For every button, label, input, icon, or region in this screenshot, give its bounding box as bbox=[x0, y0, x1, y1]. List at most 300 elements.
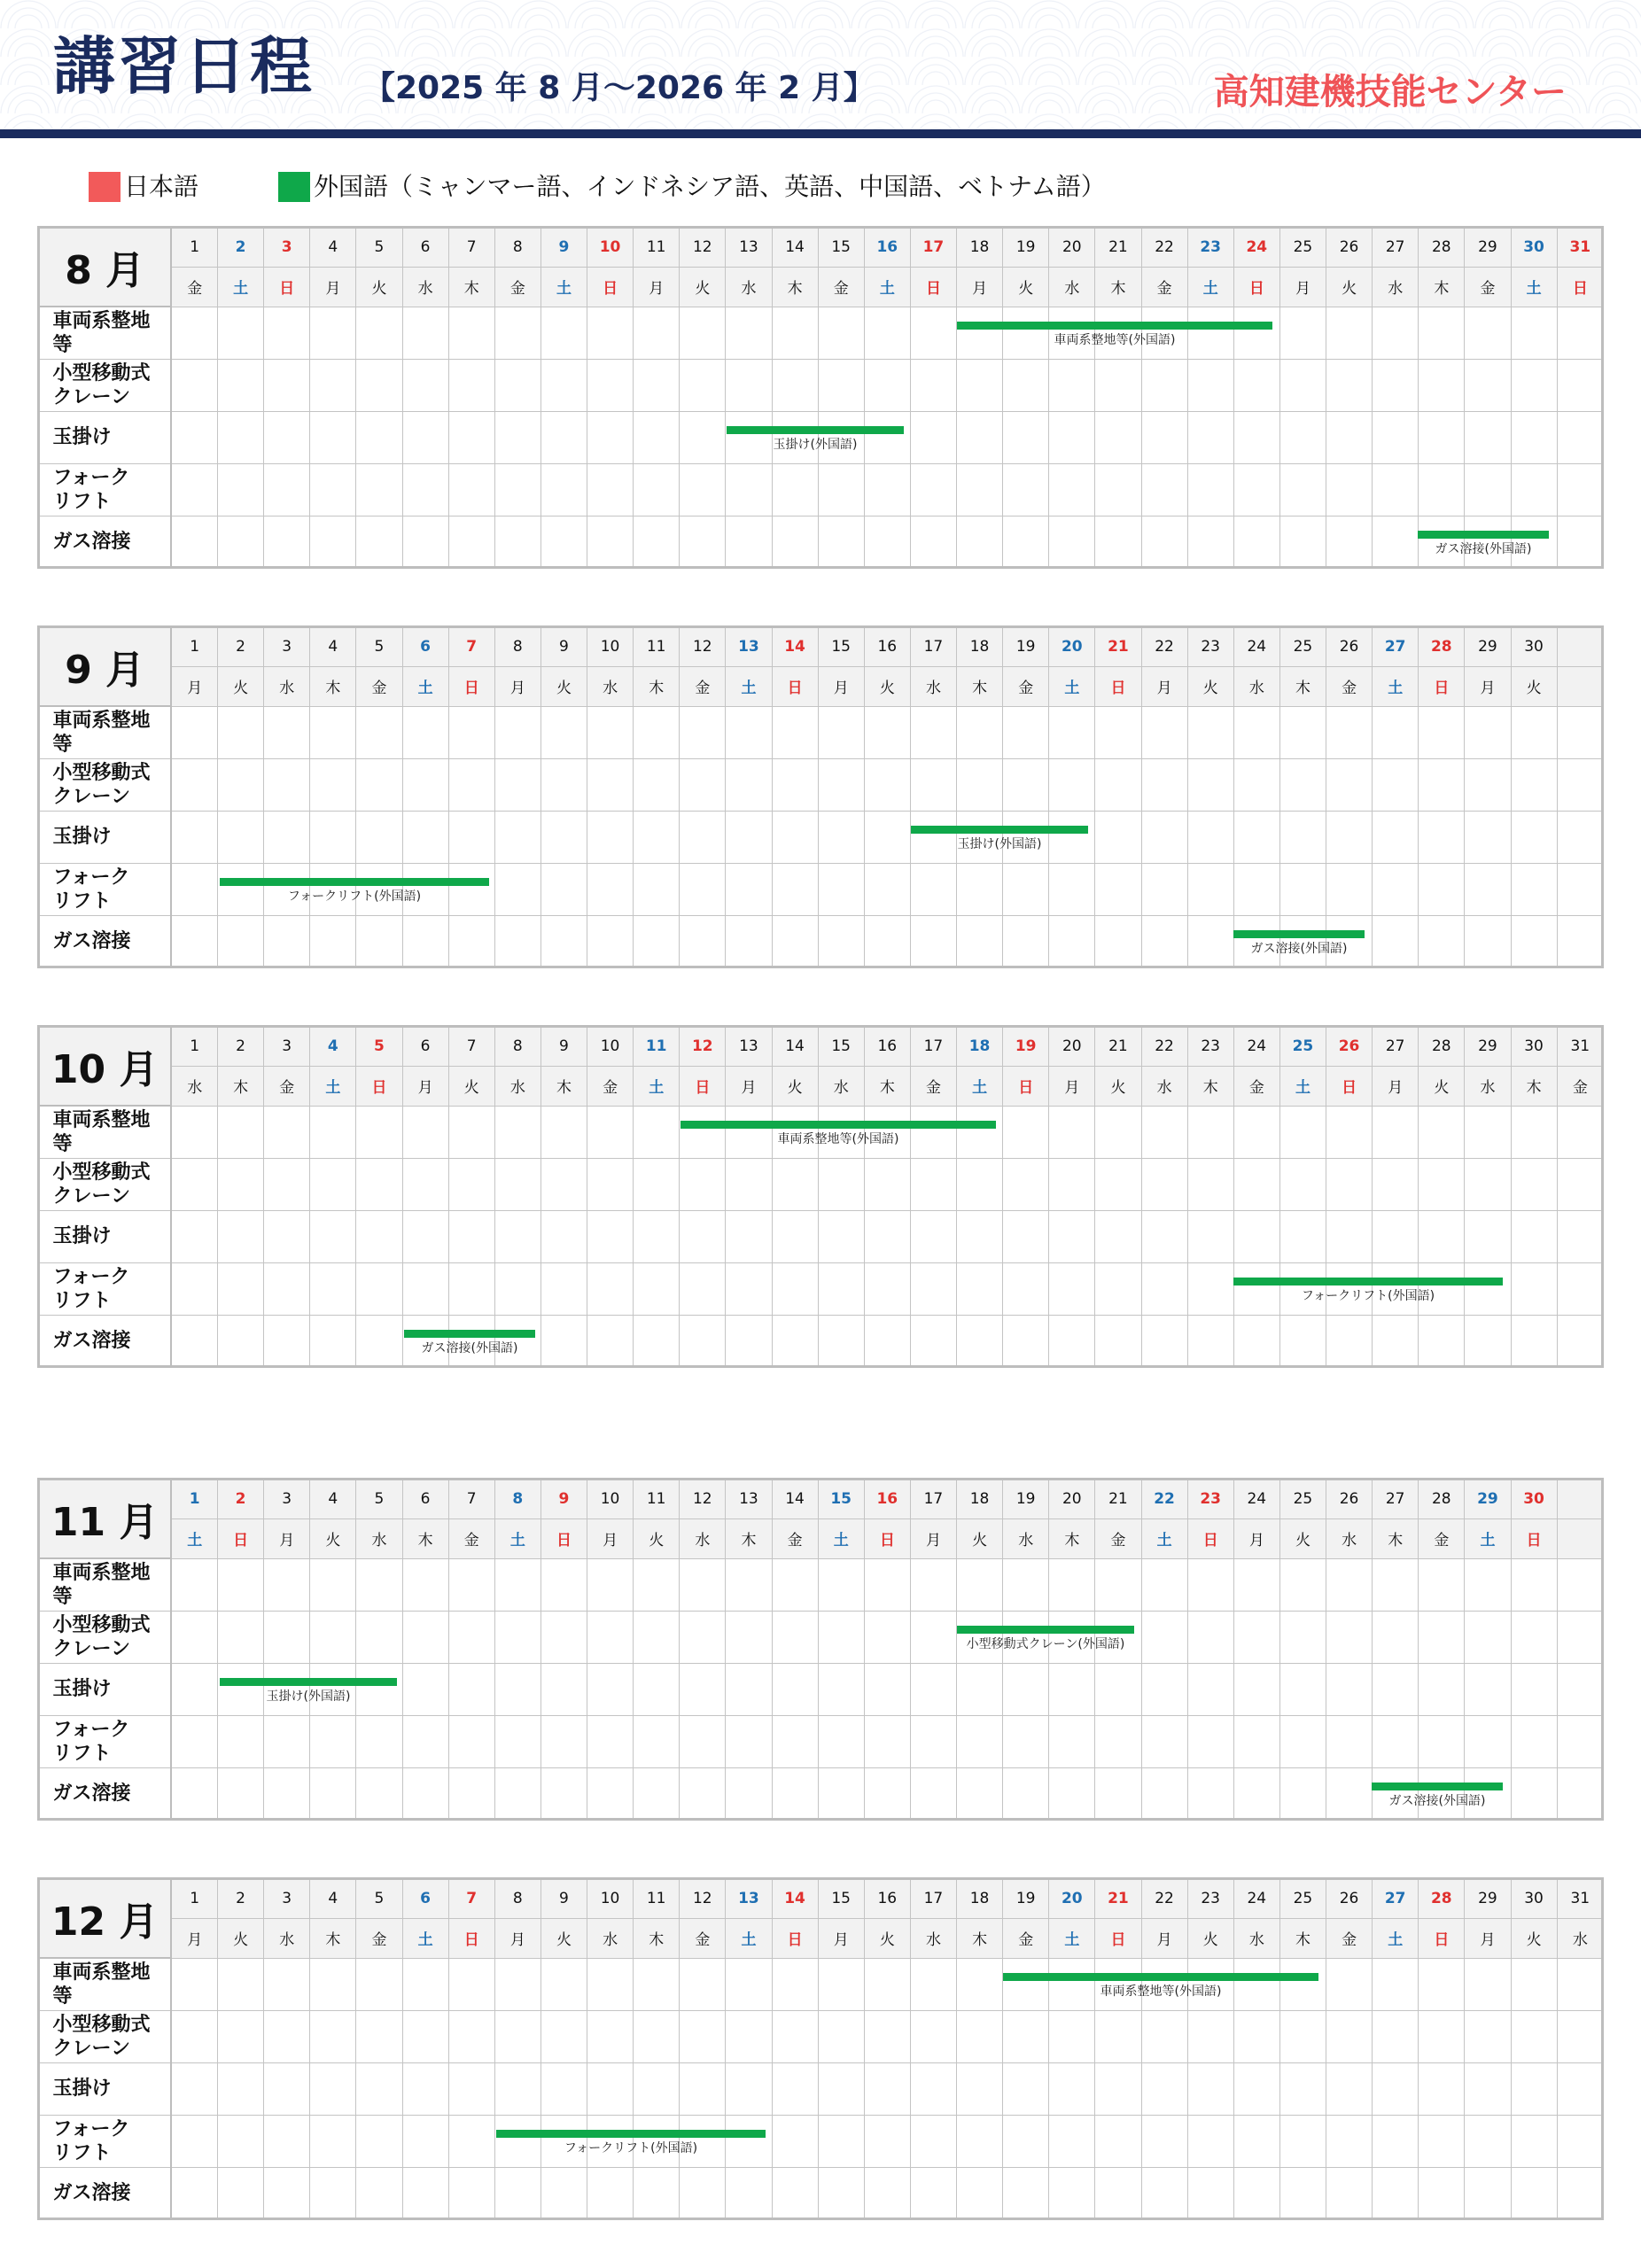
day-number: 1 bbox=[171, 1026, 217, 1066]
day-cell bbox=[864, 1262, 910, 1315]
day-number: 19 bbox=[1003, 626, 1049, 666]
weekday-label: 月 bbox=[634, 267, 680, 307]
day-cell bbox=[264, 1715, 310, 1767]
day-cell bbox=[1187, 307, 1233, 359]
day-cell bbox=[1187, 1558, 1233, 1611]
day-cell bbox=[218, 2062, 264, 2115]
day-number: 12 bbox=[680, 626, 726, 666]
day-cell bbox=[1003, 1106, 1049, 1158]
day-number: 2 bbox=[218, 1026, 264, 1066]
course-row bbox=[38, 2062, 1604, 2115]
day-cell bbox=[1511, 2115, 1557, 2167]
weekday-label: 火 bbox=[541, 1918, 587, 1958]
day-number: 21 bbox=[1095, 626, 1141, 666]
day-cell bbox=[1465, 811, 1511, 863]
day-cell bbox=[1373, 1958, 1419, 2010]
day-number: 17 bbox=[910, 1479, 956, 1518]
day-cell bbox=[1465, 1262, 1511, 1315]
weekday-label: 水 bbox=[494, 1066, 541, 1106]
day-cell bbox=[1373, 2115, 1419, 2167]
day-number: 11 bbox=[634, 1878, 680, 1918]
day-cell bbox=[171, 1958, 217, 2010]
day-cell bbox=[864, 1767, 910, 1820]
weekday-label: 金 bbox=[1326, 666, 1373, 706]
day-cell bbox=[1049, 1958, 1095, 2010]
day-number: 10 bbox=[587, 626, 634, 666]
day-cell bbox=[356, 516, 402, 568]
course-row bbox=[38, 2010, 1604, 2062]
day-cell bbox=[448, 1210, 494, 1262]
weekday-label: 日 bbox=[218, 1518, 264, 1558]
day-cell bbox=[1141, 811, 1187, 863]
course-bar bbox=[1233, 1278, 1503, 1285]
day-cell bbox=[1511, 411, 1557, 463]
day-cell bbox=[1279, 863, 1326, 915]
day-cell bbox=[402, 516, 448, 568]
day-cell bbox=[171, 411, 217, 463]
day-number: 14 bbox=[772, 1479, 818, 1518]
day-number: 27 bbox=[1373, 1479, 1419, 1518]
day-cell bbox=[1003, 1262, 1049, 1315]
day-cell bbox=[171, 1663, 217, 1715]
month-label: 10 月 bbox=[38, 1026, 171, 1106]
day-cell bbox=[1187, 2010, 1233, 2062]
weekday-label: 火 bbox=[1003, 267, 1049, 307]
day-cell bbox=[910, 1210, 956, 1262]
day-cell bbox=[1373, 1315, 1419, 1367]
day-cell bbox=[310, 1958, 356, 2010]
day-cell bbox=[1373, 863, 1419, 915]
day-cell bbox=[356, 811, 402, 863]
day-cell bbox=[494, 758, 541, 811]
day-cell bbox=[1557, 1106, 1603, 1158]
day-number: 17 bbox=[910, 626, 956, 666]
day-cell bbox=[818, 359, 864, 411]
day-cell bbox=[448, 2010, 494, 2062]
day-number: 7 bbox=[448, 1026, 494, 1066]
day-cell bbox=[1326, 811, 1373, 863]
day-cell bbox=[356, 1767, 402, 1820]
day-cell bbox=[541, 1158, 587, 1210]
day-cell bbox=[1373, 1158, 1419, 1210]
day-cell bbox=[356, 706, 402, 758]
day-cell bbox=[448, 1767, 494, 1820]
day-number: 1 bbox=[171, 626, 217, 666]
day-cell bbox=[310, 811, 356, 863]
day-cell bbox=[1187, 2115, 1233, 2167]
day-cell bbox=[680, 1715, 726, 1767]
day-cell bbox=[1141, 2167, 1187, 2219]
day-cell bbox=[1557, 1958, 1603, 2010]
day-cell bbox=[171, 1158, 217, 1210]
course-bar-label: 車両系整地等(外国語) bbox=[1100, 1984, 1222, 1999]
day-number: 12 bbox=[680, 227, 726, 267]
day-cell bbox=[310, 1158, 356, 1210]
month-calendar-table bbox=[37, 226, 1604, 569]
day-number: 24 bbox=[1233, 227, 1279, 267]
day-number: 2 bbox=[218, 227, 264, 267]
day-cell bbox=[264, 307, 310, 359]
day-cell bbox=[1511, 1767, 1557, 1820]
day-cell bbox=[171, 463, 217, 516]
course-name: 小型移動式 クレーン bbox=[38, 359, 171, 411]
day-cell bbox=[356, 1715, 402, 1767]
day-cell bbox=[772, 863, 818, 915]
day-cell bbox=[402, 758, 448, 811]
day-number: 19 bbox=[1003, 227, 1049, 267]
day-cell bbox=[910, 516, 956, 568]
day-cell bbox=[680, 307, 726, 359]
day-cell bbox=[1419, 706, 1465, 758]
day-cell bbox=[310, 359, 356, 411]
day-cell bbox=[1419, 411, 1465, 463]
day-cell bbox=[957, 1663, 1003, 1715]
day-cell bbox=[726, 2010, 772, 2062]
day-number: 9 bbox=[541, 1878, 587, 1918]
weekday-label: 金 bbox=[356, 666, 402, 706]
day-cell bbox=[1465, 2010, 1511, 2062]
day-cell bbox=[310, 1558, 356, 1611]
day-cell bbox=[1419, 1663, 1465, 1715]
day-cell bbox=[957, 307, 1003, 359]
day-cell bbox=[1326, 1558, 1373, 1611]
weekday-label: 金 bbox=[356, 1918, 402, 1958]
day-number: 28 bbox=[1419, 227, 1465, 267]
day-cell bbox=[171, 863, 217, 915]
day-cell bbox=[1373, 411, 1419, 463]
day-cell bbox=[864, 863, 910, 915]
day-cell bbox=[910, 1262, 956, 1315]
day-cell bbox=[171, 1558, 217, 1611]
day-cell bbox=[1003, 1210, 1049, 1262]
day-cell bbox=[634, 2167, 680, 2219]
day-cell bbox=[1279, 463, 1326, 516]
month-block bbox=[37, 1478, 1604, 1821]
day-number: 21 bbox=[1095, 1878, 1141, 1918]
day-cell bbox=[1141, 1106, 1187, 1158]
day-cell bbox=[634, 758, 680, 811]
day-cell bbox=[1279, 758, 1326, 811]
day-cell bbox=[726, 1210, 772, 1262]
day-cell bbox=[910, 463, 956, 516]
day-cell bbox=[864, 706, 910, 758]
day-cell bbox=[541, 2062, 587, 2115]
day-cell bbox=[356, 1958, 402, 2010]
course-name: 小型移動式 クレーン bbox=[38, 1158, 171, 1210]
day-cell bbox=[494, 1210, 541, 1262]
day-cell bbox=[587, 516, 634, 568]
day-cell bbox=[680, 811, 726, 863]
day-cell bbox=[264, 2167, 310, 2219]
day-cell bbox=[264, 2010, 310, 2062]
weekday-label: 月 bbox=[1465, 666, 1511, 706]
day-cell bbox=[726, 1315, 772, 1367]
course-name: ガス溶接 bbox=[38, 915, 171, 967]
day-cell bbox=[402, 1958, 448, 2010]
day-number: 19 bbox=[1003, 1479, 1049, 1518]
day-cell bbox=[1557, 359, 1603, 411]
weekday-label: 火 bbox=[1187, 666, 1233, 706]
day-cell bbox=[1049, 1767, 1095, 1820]
day-number: 15 bbox=[818, 626, 864, 666]
day-cell bbox=[1557, 1158, 1603, 1210]
weekday-label: 月 bbox=[1465, 1918, 1511, 1958]
day-cell bbox=[218, 1262, 264, 1315]
day-cell bbox=[1279, 1106, 1326, 1158]
day-number: 23 bbox=[1187, 227, 1233, 267]
day-cell bbox=[1049, 2167, 1095, 2219]
day-number: 7 bbox=[448, 1878, 494, 1918]
weekday-label: 木 bbox=[726, 1518, 772, 1558]
day-cell bbox=[910, 1158, 956, 1210]
day-cell bbox=[818, 1715, 864, 1767]
course-name: フォーク リフト bbox=[38, 1262, 171, 1315]
day-cell bbox=[772, 1262, 818, 1315]
day-cell bbox=[310, 1262, 356, 1315]
day-cell bbox=[356, 1558, 402, 1611]
day-number: 29 bbox=[1465, 1479, 1511, 1518]
day-number: 13 bbox=[726, 227, 772, 267]
day-cell bbox=[1373, 1210, 1419, 1262]
day-number: 8 bbox=[494, 1479, 541, 1518]
day-cell bbox=[356, 1663, 402, 1715]
day-cell bbox=[587, 1663, 634, 1715]
weekday-label: 水 bbox=[1141, 1066, 1187, 1106]
weekday-label: 水 bbox=[1557, 1918, 1603, 1958]
day-number: 27 bbox=[1373, 1026, 1419, 1066]
day-cell bbox=[356, 915, 402, 967]
day-cell bbox=[541, 1767, 587, 1820]
day-cell bbox=[1049, 1663, 1095, 1715]
day-cell bbox=[1326, 706, 1373, 758]
day-cell bbox=[772, 1767, 818, 1820]
day-number: 13 bbox=[726, 1479, 772, 1518]
weekday-label: 日 bbox=[1557, 267, 1603, 307]
weekday-label: 木 bbox=[1095, 267, 1141, 307]
day-cell bbox=[680, 2010, 726, 2062]
day-cell bbox=[218, 915, 264, 967]
day-number: 30 bbox=[1511, 1479, 1557, 1518]
day-cell bbox=[818, 307, 864, 359]
day-cell bbox=[1141, 516, 1187, 568]
course-row bbox=[38, 1558, 1604, 1611]
day-cell bbox=[541, 307, 587, 359]
day-number: 15 bbox=[818, 1026, 864, 1066]
day-cell bbox=[1141, 1715, 1187, 1767]
weekday-label: 日 bbox=[1095, 1918, 1141, 1958]
day-cell bbox=[818, 516, 864, 568]
day-number: 16 bbox=[864, 1479, 910, 1518]
day-cell bbox=[171, 307, 217, 359]
day-cell bbox=[634, 1315, 680, 1367]
day-cell bbox=[264, 463, 310, 516]
day-cell bbox=[910, 2115, 956, 2167]
day-cell bbox=[1233, 1958, 1279, 2010]
course-bar bbox=[220, 1678, 397, 1686]
day-cell bbox=[1373, 811, 1419, 863]
day-cell bbox=[1003, 2062, 1049, 2115]
day-cell bbox=[1279, 1715, 1326, 1767]
day-cell bbox=[634, 411, 680, 463]
day-cell bbox=[494, 2062, 541, 2115]
day-cell bbox=[726, 915, 772, 967]
day-cell bbox=[818, 1210, 864, 1262]
weekday-label: 木 bbox=[310, 666, 356, 706]
day-cell bbox=[726, 706, 772, 758]
day-cell bbox=[1557, 1767, 1603, 1820]
day-number: 9 bbox=[541, 626, 587, 666]
day-cell bbox=[1187, 463, 1233, 516]
weekday-label: 日 bbox=[356, 1066, 402, 1106]
day-cell bbox=[1187, 758, 1233, 811]
day-number: 6 bbox=[402, 1878, 448, 1918]
day-cell bbox=[1187, 706, 1233, 758]
day-cell bbox=[1373, 307, 1419, 359]
day-cell bbox=[541, 1715, 587, 1767]
weekday-label: 水 bbox=[1233, 666, 1279, 706]
course-row bbox=[38, 307, 1604, 359]
day-cell bbox=[310, 1611, 356, 1663]
weekday-label: 土 bbox=[1465, 1518, 1511, 1558]
weekday-label: 土 bbox=[1049, 666, 1095, 706]
day-cell bbox=[1233, 359, 1279, 411]
course-name: 車両系整地 等 bbox=[38, 307, 171, 359]
day-cell bbox=[448, 1611, 494, 1663]
weekday-label: 水 bbox=[726, 267, 772, 307]
weekday-label: 木 bbox=[772, 267, 818, 307]
day-cell bbox=[1557, 863, 1603, 915]
day-cell bbox=[772, 1611, 818, 1663]
day-cell bbox=[1557, 2010, 1603, 2062]
day-cell bbox=[1373, 1106, 1419, 1158]
day-number: 20 bbox=[1049, 626, 1095, 666]
legend-japanese bbox=[89, 172, 198, 202]
day-cell bbox=[634, 1558, 680, 1611]
day-cell bbox=[1419, 1315, 1465, 1367]
day-cell bbox=[1049, 463, 1095, 516]
weekday-label: 土 bbox=[957, 1066, 1003, 1106]
day-cell bbox=[910, 758, 956, 811]
day-cell bbox=[1465, 411, 1511, 463]
weekday-label: 水 bbox=[1003, 1518, 1049, 1558]
day-number: 29 bbox=[1465, 1026, 1511, 1066]
day-cell bbox=[1279, 811, 1326, 863]
day-cell bbox=[541, 758, 587, 811]
course-name: フォーク リフト bbox=[38, 1715, 171, 1767]
weekday-label: 金 bbox=[264, 1066, 310, 1106]
day-cell bbox=[1419, 1106, 1465, 1158]
day-cell bbox=[402, 2062, 448, 2115]
day-cell bbox=[1187, 1767, 1233, 1820]
day-cell bbox=[310, 307, 356, 359]
day-cell bbox=[218, 516, 264, 568]
day-cell bbox=[587, 863, 634, 915]
day-cell bbox=[726, 2115, 772, 2167]
legend-foreign bbox=[278, 172, 1106, 202]
weekday-label: 月 bbox=[818, 666, 864, 706]
course-row bbox=[38, 863, 1604, 915]
course-bar-label: 玉掛け(外国語) bbox=[957, 837, 1042, 851]
day-cell bbox=[1233, 1158, 1279, 1210]
day-number: 8 bbox=[494, 1878, 541, 1918]
day-cell bbox=[402, 1158, 448, 1210]
weekday-label: 日 bbox=[1419, 1918, 1465, 1958]
day-cell bbox=[1326, 1158, 1373, 1210]
day-number: 23 bbox=[1187, 626, 1233, 666]
day-cell bbox=[264, 359, 310, 411]
day-cell bbox=[634, 2062, 680, 2115]
course-bar-label: フォークリフト(外国語) bbox=[564, 2141, 698, 2155]
weekday-label: 土 bbox=[1373, 666, 1419, 706]
weekday-label: 金 bbox=[1141, 267, 1187, 307]
day-cell bbox=[448, 1663, 494, 1715]
day-cell bbox=[864, 2062, 910, 2115]
day-cell bbox=[864, 1158, 910, 1210]
day-cell bbox=[1095, 1315, 1141, 1367]
day-cell bbox=[402, 1663, 448, 1715]
day-number: 6 bbox=[402, 1479, 448, 1518]
day-cell bbox=[1187, 1262, 1233, 1315]
day-cell bbox=[1419, 1210, 1465, 1262]
day-cell bbox=[1326, 2167, 1373, 2219]
day-number: 7 bbox=[448, 1479, 494, 1518]
day-cell bbox=[402, 811, 448, 863]
day-cell bbox=[1279, 1558, 1326, 1611]
day-cell bbox=[1373, 2010, 1419, 2062]
day-number: 14 bbox=[772, 1026, 818, 1066]
day-cell bbox=[448, 2062, 494, 2115]
day-cell bbox=[494, 1715, 541, 1767]
day-number: 26 bbox=[1326, 1026, 1373, 1066]
day-cell bbox=[910, 1958, 956, 2010]
month-calendar-table bbox=[37, 1025, 1604, 1368]
day-cell bbox=[448, 2115, 494, 2167]
weekday-label: 火 bbox=[772, 1066, 818, 1106]
day-cell bbox=[1187, 1210, 1233, 1262]
day-cell bbox=[680, 2167, 726, 2219]
day-cell bbox=[726, 2062, 772, 2115]
day-number: 12 bbox=[680, 1878, 726, 1918]
day-number: 23 bbox=[1187, 1479, 1233, 1518]
day-cell bbox=[818, 2167, 864, 2219]
day-cell bbox=[1141, 463, 1187, 516]
day-cell bbox=[494, 2167, 541, 2219]
day-cell bbox=[1141, 1558, 1187, 1611]
day-cell bbox=[1465, 1958, 1511, 2010]
month-label: 12 月 bbox=[38, 1878, 171, 1958]
day-cell bbox=[218, 758, 264, 811]
day-cell bbox=[818, 811, 864, 863]
course-row bbox=[38, 706, 1604, 758]
day-cell bbox=[448, 411, 494, 463]
day-cell bbox=[1557, 811, 1603, 863]
weekday-label: 日 bbox=[1233, 267, 1279, 307]
day-cell bbox=[1373, 1715, 1419, 1767]
day-cell bbox=[310, 1106, 356, 1158]
day-number: 5 bbox=[356, 1479, 402, 1518]
weekday-label: 火 bbox=[1511, 666, 1557, 706]
day-cell bbox=[1465, 1715, 1511, 1767]
day-cell bbox=[1003, 2167, 1049, 2219]
weekday-label: 土 bbox=[1511, 267, 1557, 307]
day-number: 4 bbox=[310, 626, 356, 666]
day-cell bbox=[680, 1262, 726, 1315]
day-cell bbox=[1511, 1210, 1557, 1262]
weekday-label: 火 bbox=[1279, 1518, 1326, 1558]
day-number: 15 bbox=[818, 227, 864, 267]
day-number: 24 bbox=[1233, 626, 1279, 666]
day-cell bbox=[1557, 2115, 1603, 2167]
